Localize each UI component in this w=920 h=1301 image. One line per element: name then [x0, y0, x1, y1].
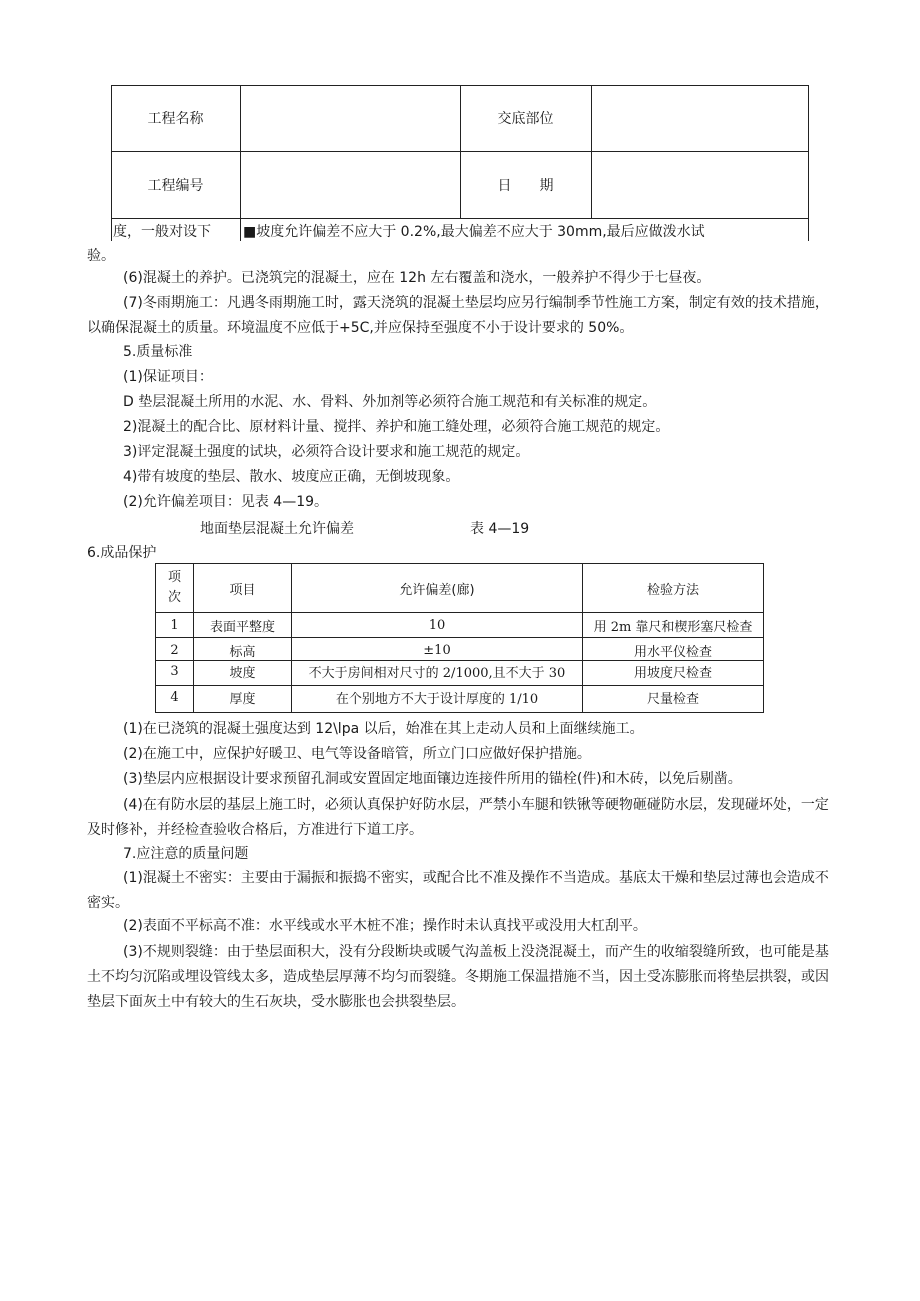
row-4-tolerance: 在个别地方不大于设计厚度的 1/10	[335, 691, 539, 707]
row-2-tolerance: ±10	[423, 642, 451, 658]
list-item-2: 2)混凝土的配合比、原材料计量、搅拌、养护和施工缝处理，必须符合施工规范的规定。	[123, 419, 670, 435]
row-1-tolerance: 10	[428, 617, 446, 633]
partial-right-text: ■坡度允许偏差不应大于 0.2%,最大偏差不应大于 30mm,最后应做泼水试	[243, 224, 705, 240]
issue-item-2: (2)表面不平标高不准：水平线或水平木桩不准；操作时未认真找平或没用大杠刮平。	[123, 918, 647, 934]
protection-item-4: (4)在有防水层的基层上施工时，必须认真保护好防水层，严禁小车腿和铁锹等硬物砸碰防水层，发现碰坏处，一定及时修补，并经检查验收合格后，方准进行下道工序。	[87, 797, 829, 838]
row-4-no: 4	[170, 689, 179, 705]
row-2-method: 用水平仪检查	[633, 644, 712, 660]
row-1-method: 用 2m 靠尺和楔形塞尺检查	[593, 619, 753, 635]
protection-item-3: (3)垫层内应根据设计要求预留孔洞或安置固定地面镶边连接件所用的锚栓(件)和木砖，以免后剔凿。	[123, 771, 742, 787]
protection-item-1: (1)在已浇筑的混凝土强度达到 12\lpa 以后，始准在其上走动人员和上面继续施工。	[123, 721, 644, 737]
project-no-label: 工程编号	[147, 178, 204, 194]
header-tolerance: 允许偏差(廊)	[399, 582, 475, 598]
issue-item-3: (3)不规则裂缝：由于垫层面积大，没有分段断块或暖气沟盖板上没浇混凝土，而产生的收缩裂缝所致，也可能是基土不均匀沉陷或埋设管线太多，造成垫层厚薄不均匀而裂缝。冬期施工保温措施不当，因土受冻膨胀而将垫层拱裂，或因垫层下面灰土中有较大的生石灰块，受水膨胀也会拱裂垫层。	[87, 944, 829, 1010]
row-1-no: 1	[170, 617, 179, 633]
row-3-no: 3	[170, 663, 179, 679]
list-item-4: 4)带有坡度的垫层、散水、坡度应正确，无倒坡现象。	[123, 469, 460, 485]
date-label: 日 期	[497, 178, 554, 194]
row-3-method: 用坡度尺检查	[633, 665, 712, 681]
table-caption: 地面垫层混凝土允许偏差	[200, 521, 354, 537]
section-product-protection: 6.成品保护	[87, 545, 157, 561]
list-item-1: D 垫层混凝土所用的水泥、水、骨料、外加剂等必须符合施工规范和有关标准的规定。	[123, 394, 657, 410]
section-quality-standard: 5.质量标准	[123, 344, 193, 360]
row-4-item: 厚度	[229, 691, 256, 707]
row-2-item: 标高	[229, 644, 256, 660]
issue-item-1: (1)混凝土不密实：主要由于漏振和振捣不密实，或配合比不准及操作不当造成。基底太干燥和垫层过薄也会造成不密实。	[87, 870, 829, 911]
subsection-guarantee-items: (1)保证项目：	[123, 369, 213, 385]
row-4-method: 尺量检查	[646, 691, 699, 707]
paragraph-curing: (6)混凝土的养护。已浇筑完的混凝土，应在 12h 左右覆盖和浇水，一般养护不得少于七昼夜。	[123, 270, 711, 286]
protection-item-2: (2)在施工中，应保护好暖卫、电气等设备暗管，所立门口应做好保护措施。	[123, 746, 591, 762]
header-item: 项目	[229, 582, 256, 598]
list-item-3: 3)评定混凝土强度的试块，必须符合设计要求和施工规范的规定。	[123, 444, 530, 460]
header-method: 检验方法	[646, 582, 699, 598]
paragraph-winter-construction: (7)冬雨期施工：凡遇冬雨期施工时，露天浇筑的混凝土垫层均应另行编制季节性施工方案，制定有效的技术措施，以确保混凝土的质量。环境温度不应低于+5C,并应保持至强度不小于设计要求的 50%。	[87, 295, 829, 336]
header-index: 项 次	[167, 570, 181, 605]
partial-left-text: 度，一般对设下	[113, 224, 211, 240]
row-3-item: 坡度	[229, 665, 256, 681]
subsection-tolerance-items: (2)允许偏差项目：见表 4—19。	[123, 494, 329, 510]
row-2-no: 2	[170, 642, 179, 658]
table-number: 表 4—19	[470, 521, 530, 537]
section-quality-issues: 7.应注意的质量问题	[123, 846, 249, 862]
row-3-tolerance: 不大于房间相对尺寸的 2/1000,且不大于 30	[308, 665, 566, 681]
text-line-yan: 验。	[87, 248, 115, 264]
disclosure-part-label: 交底部位	[497, 111, 554, 127]
row-1-item: 表面平整度	[209, 619, 275, 635]
project-name-label: 工程名称	[147, 111, 204, 127]
